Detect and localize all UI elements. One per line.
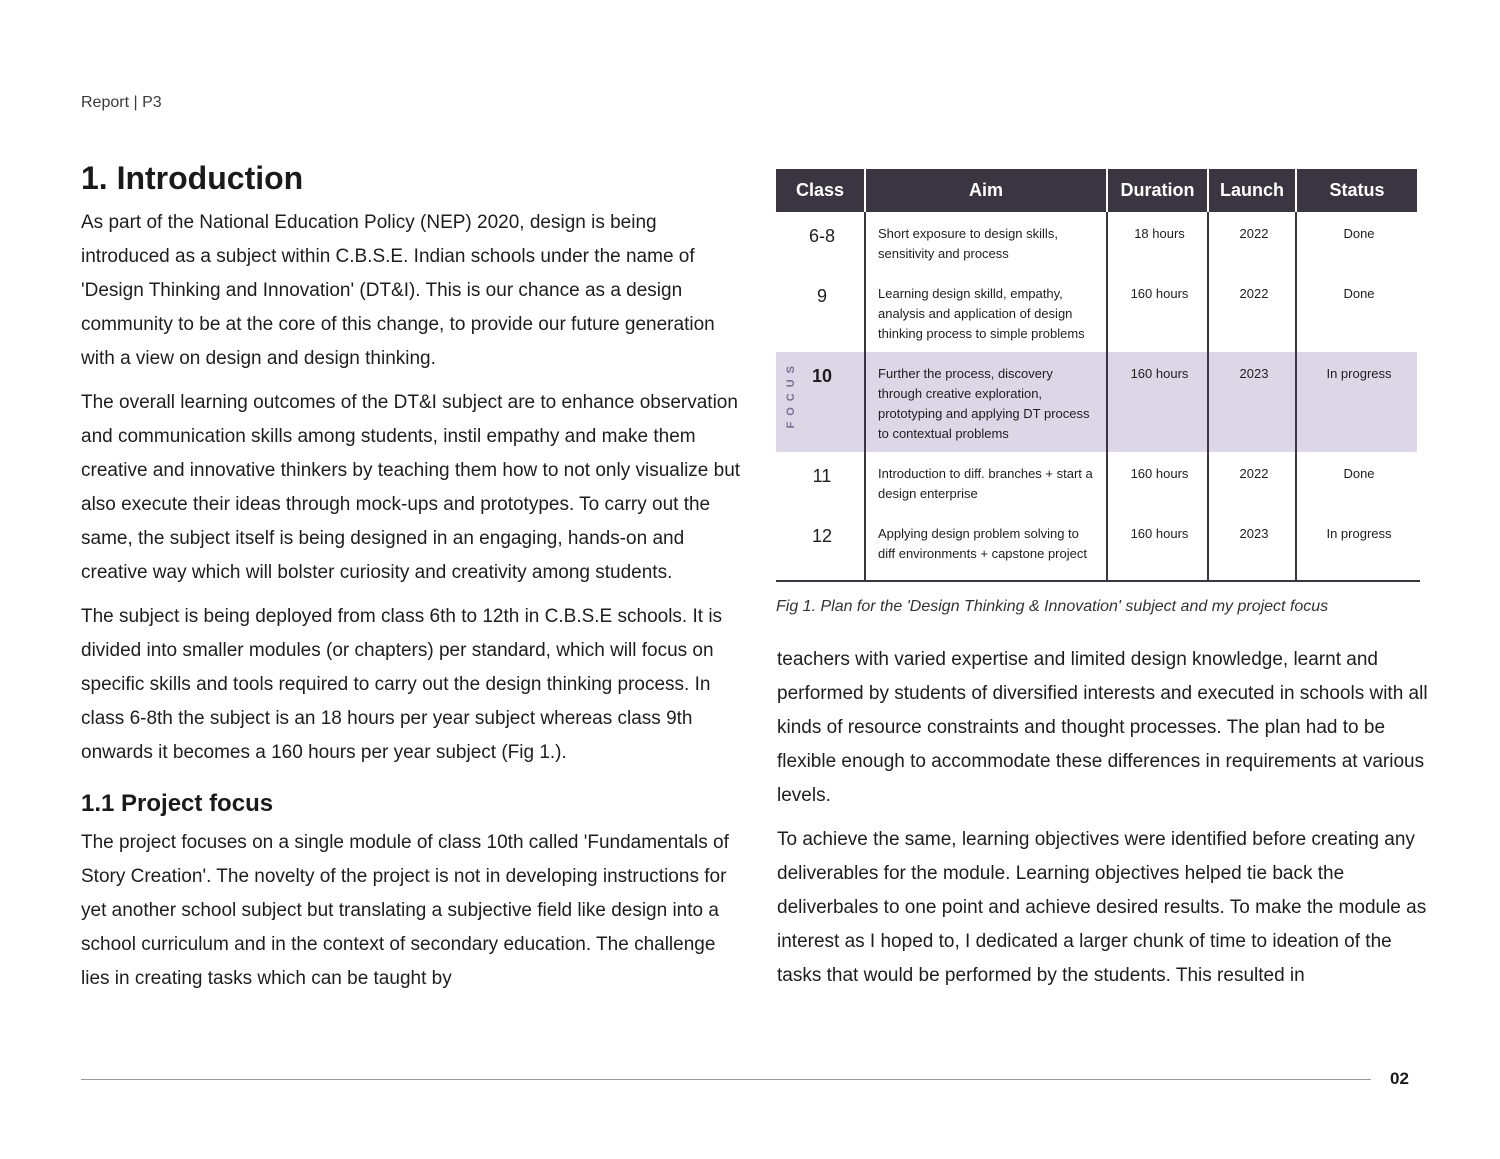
duration-cell: 160 hours	[1107, 452, 1208, 512]
class-value: 10	[811, 366, 833, 386]
footer-divider	[81, 1079, 1371, 1080]
focus-label: FOCUS	[785, 360, 797, 429]
class-cell: 9	[776, 272, 865, 352]
intro-paragraph-2: The overall learning outcomes of the DT&I subject are to enhance observation and communication skills among students, instil empathy and make them creative and innovative thinkers by teaching them how to not only visualize but also execute their ideas through mock-ups and prototypes. To carry out the same, the subject itself is being designed in an engaging, hands-on and creative way which will bolster curiosity and creativity among students.	[81, 392, 741, 583]
curriculum-table-figure	[776, 169, 1420, 616]
duration-cell: 160 hours	[1107, 352, 1208, 452]
header-aim: Aim	[865, 169, 1107, 212]
class-cell: 11	[776, 452, 865, 512]
table-header-row	[776, 169, 1417, 212]
intro-paragraph-3: The subject is being deployed from class 6th to 12th in C.B.S.E schools. It is divided into smaller modules (or chapters) per standard, which will focus on specific skills and tools required to carry out the design thinking process. In class 6-8th the subject is an 18 hours per year subject whereas class 9th onwards it becomes a 160 hours per year subject (Fig 1.).	[81, 606, 723, 763]
launch-cell: 2023	[1208, 512, 1296, 580]
header-class: Class	[776, 169, 865, 212]
right-paragraph-2: To achieve the same, learning objectives were identified before creating any deliverables for the module. Learning objectives helped tie back the deliverbales to one point and achieve desired results. To make the module as interest as I hoped to, I dedicated a larger chunk of time to ideation of the tasks that would be performed by the students. This resulted in	[777, 829, 1427, 986]
curriculum-table	[776, 169, 1417, 580]
status-cell: Done	[1343, 466, 1375, 481]
table-row-focus	[776, 352, 1417, 452]
aim-cell: Further the process, discovery through creative exploration, prototyping and applying DT process to contextual problems	[865, 352, 1107, 452]
figure-caption: Fig 1. Plan for the 'Design Thinking & Innovation' subject and my project focus	[776, 598, 1329, 615]
status-cell: In progress	[1326, 526, 1392, 541]
duration-cell: 160 hours	[1107, 272, 1208, 352]
class-cell: 12	[776, 512, 865, 580]
header-status: Status	[1296, 169, 1417, 212]
status-cell: Done	[1343, 226, 1375, 241]
aim-cell: Learning design skilld, empathy, analysis and application of design thinking process to simple problems	[865, 272, 1107, 352]
launch-cell: 2022	[1208, 272, 1296, 352]
status-cell: Done	[1343, 286, 1375, 301]
project-focus-paragraph: The project focuses on a single module of class 10th called 'Fundamentals of Story Creation'. The novelty of the project is not in developing instructions for yet another school subject but translating a subjective field like design into a school curriculum and in the context of secondary education. The challenge lies in creating tasks which can be taught by	[81, 832, 729, 989]
right-paragraph-1: teachers with varied expertise and limited design knowledge, learnt and performed by students of diversified interests and executed in schools with all kinds of resource constraints and thought processes. The plan had to be flexible enough to accommodate these differences in requirements at various levels.	[777, 649, 1428, 806]
intro-paragraph-1: As part of the National Education Policy (NEP) 2020, design is being introduced as a subject within C.B.S.E. Indian schools under the name of 'Design Thinking and Innovation' (DT&I). This is our chance as a design community to be at the core of this change, to provide our future generation with a view on design and design thinking.	[81, 212, 715, 369]
class-cell	[776, 352, 865, 452]
subsection-title: 1.1 Project focus	[81, 790, 274, 817]
aim-cell: Short exposure to design skills, sensitivity and process	[865, 212, 1107, 272]
launch-cell: 2022	[1208, 452, 1296, 512]
aim-cell: Introduction to diff. branches + start a design enterprise	[865, 452, 1107, 512]
page-number: 02	[1390, 1069, 1409, 1088]
table-row	[776, 512, 1417, 580]
section-title: 1. Introduction	[81, 160, 304, 196]
table-row	[776, 272, 1417, 352]
launch-cell: 2023	[1208, 352, 1296, 452]
table-row	[776, 452, 1417, 512]
left-column	[81, 158, 741, 1006]
duration-cell: 160 hours	[1107, 512, 1208, 580]
table-bottom-rule	[776, 580, 1420, 582]
right-column	[777, 643, 1437, 1003]
table-row	[776, 212, 1417, 272]
header-duration: Duration	[1107, 169, 1208, 212]
launch-cell: 2022	[1208, 212, 1296, 272]
status-cell: In progress	[1296, 352, 1417, 452]
duration-cell: 18 hours	[1107, 212, 1208, 272]
header-launch: Launch	[1208, 169, 1296, 212]
class-cell: 6-8	[776, 212, 865, 272]
aim-cell: Applying design problem solving to diff environments + capstone project	[865, 512, 1107, 580]
report-header: Report | P3	[81, 94, 162, 111]
